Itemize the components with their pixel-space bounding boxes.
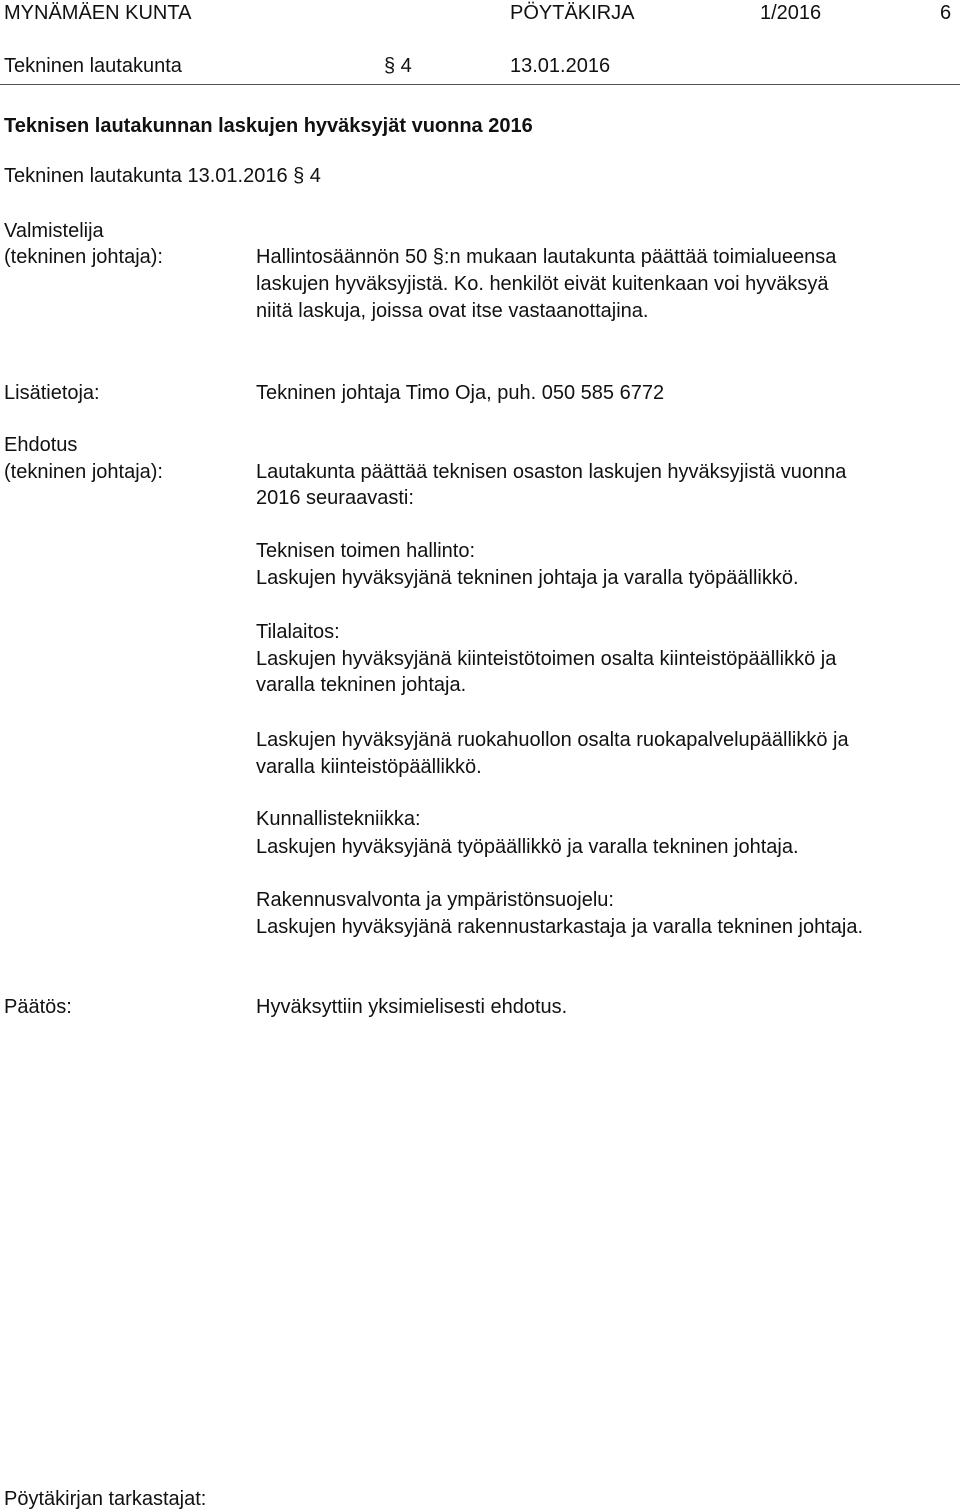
proposal-section-heading: Kunnallistekniikka: bbox=[256, 808, 421, 830]
page-title: Teknisen lautakunnan laskujen hyväksyjät vuonna 2016 bbox=[4, 115, 533, 137]
document-type: PÖYTÄKIRJA bbox=[510, 2, 635, 24]
proposal-section-text: varalla kiinteistöpäällikkö. bbox=[256, 756, 482, 778]
preparation-label: Valmistelija bbox=[4, 220, 104, 242]
preparation-label-role: (tekninen johtaja): bbox=[4, 246, 163, 268]
proposal-intro-line: 2016 seuraavasti: bbox=[256, 487, 414, 509]
board-name: Tekninen lautakunta bbox=[4, 55, 182, 77]
decision-text: Hyväksyttiin yksimielisesti ehdotus. bbox=[256, 996, 568, 1018]
header-divider bbox=[0, 84, 960, 85]
proposal-section-text: Laskujen hyväksyjänä ruokahuollon osalta ruokapalvelupäällikkö ja bbox=[256, 729, 849, 751]
proposal-section-text: Laskujen hyväksyjänä rakennustarkastaja ja varalla tekninen johtaja. bbox=[256, 916, 864, 938]
minutes-checkers-label: Pöytäkirjan tarkastajat: bbox=[4, 1488, 207, 1510]
proposal-section-text: Laskujen hyväksyjänä tekninen johtaja ja varalla työpäällikkö. bbox=[256, 567, 799, 589]
preparation-text-line: laskujen hyväksyjistä. Ko. henkilöt eivät kuitenkaan voi hyväksyä bbox=[256, 273, 829, 295]
municipality-name: MYNÄMÄEN KUNTA bbox=[4, 2, 192, 24]
document-number: 1/2016 bbox=[760, 2, 822, 24]
info-label: Lisätietoja: bbox=[4, 382, 100, 404]
meeting-date: 13.01.2016 bbox=[510, 55, 611, 77]
proposal-section-heading: Rakennusvalvonta ja ympäristönsuojelu: bbox=[256, 889, 614, 911]
section-number: § 4 bbox=[384, 55, 412, 77]
meeting-reference: Tekninen lautakunta 13.01.2016 § 4 bbox=[4, 165, 321, 187]
decision-label: Päätös: bbox=[4, 996, 72, 1018]
proposal-label-role: (tekninen johtaja): bbox=[4, 461, 163, 483]
proposal-section-text: Laskujen hyväksyjänä työpäällikkö ja varalla tekninen johtaja. bbox=[256, 836, 799, 858]
proposal-section-heading: Teknisen toimen hallinto: bbox=[256, 540, 476, 562]
proposal-section-text: Laskujen hyväksyjänä kiinteistötoimen osalta kiinteistöpäällikkö ja bbox=[256, 648, 837, 670]
proposal-section-text: varalla tekninen johtaja. bbox=[256, 674, 467, 696]
preparation-text-line: niitä laskuja, joissa ovat itse vastaanottajina. bbox=[256, 300, 649, 322]
proposal-intro-line: Lautakunta päättää teknisen osaston laskujen hyväksyjistä vuonna bbox=[256, 461, 847, 483]
preparation-text-line: Hallintosäännön 50 §:n mukaan lautakunta päättää toimialueensa bbox=[256, 246, 837, 268]
info-text: Tekninen johtaja Timo Oja, puh. 050 585 6772 bbox=[256, 382, 665, 404]
proposal-section-heading: Tilalaitos: bbox=[256, 621, 340, 643]
page-number: 6 bbox=[940, 2, 952, 24]
proposal-label: Ehdotus bbox=[4, 434, 78, 456]
